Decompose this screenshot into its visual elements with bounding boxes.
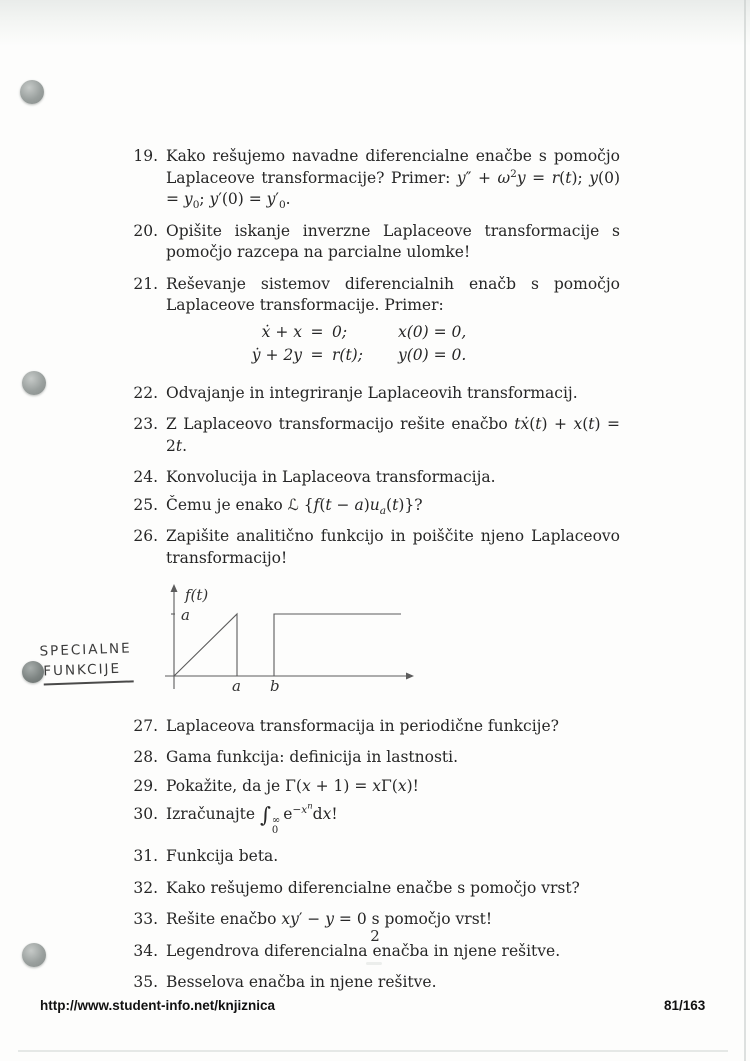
equation-block: [130, 321, 620, 367]
equals-sign: =: [310, 322, 324, 341]
equation-lhs: ẋ + x: [261, 322, 302, 341]
item-text: Izračunajte ∫ ∞ 0 $e^{-x^n}dx$!: [166, 800, 338, 836]
list-item-25: [130, 495, 620, 517]
item-text: Gama funkcija: definicija in lastnosti.: [166, 748, 459, 766]
item-number: 35.: [133, 973, 158, 991]
item-text: Opišite iskanje inverzne Laplaceove transformacije s pomočjo razcepa na parcialne ulomke!: [166, 221, 620, 261]
list-item-20: [130, 221, 620, 264]
item-number: 26.: [133, 527, 158, 545]
item-number: 32.: [133, 878, 158, 897]
scan-smudge: [366, 962, 382, 965]
item-text: Odvajanje in integriranje Laplaceovih transformacij.: [166, 383, 578, 402]
item-text: Rešite enačbo xy′ − y = 0 s pomočjo vrst!: [166, 910, 493, 928]
equation-rhs: 0;: [332, 322, 348, 341]
item-number: 34.: [133, 941, 158, 960]
item-text: Kako rešujemo diferencialne enačbe s pomočjo vrst?: [166, 878, 580, 897]
equation-lhs: ẏ + 2y: [251, 345, 302, 364]
item-text: Zapišite analitično funkcijo in poiščite njeno Laplaceovo transformacijo!: [166, 527, 620, 567]
item-number: 33.: [133, 910, 158, 928]
item-text: Laplaceova transformacija in periodične funkcije?: [166, 716, 559, 735]
function-plot-figure: [163, 583, 421, 697]
list-item-32: [130, 878, 620, 900]
figure-xtick-b-label: b: [270, 677, 280, 695]
list-item-22: [130, 383, 620, 405]
item-number: 22.: [133, 383, 158, 402]
item-text: Čemu je enako ℒ $\{f(t - a)u_a(t)\}$?: [166, 495, 423, 517]
item-number: 20.: [133, 221, 158, 240]
footer-page-count: 81/163: [664, 998, 706, 1013]
hole-punch: [22, 371, 46, 395]
item-text: Funkcija beta.: [166, 847, 279, 865]
item-number: 30.: [133, 805, 158, 823]
item-text: Z Laplaceovo transformacijo rešite enačbo tẋ(t) + x(t) = 2t.: [166, 415, 620, 455]
initial-condition: x(0) = 0,: [398, 322, 467, 341]
hole-punch: [22, 943, 46, 967]
list-item-35: [130, 972, 620, 994]
item-number: 21.: [133, 274, 158, 293]
figure-ytick-label: a: [181, 606, 190, 624]
list-item-24: [130, 467, 620, 489]
item-number: 28.: [133, 748, 158, 766]
footer-url: http://www.student-info.net/knjiznica: [40, 998, 275, 1013]
item-text: Besselova enačba in njene rešitve.: [166, 973, 437, 991]
scan-top-shadow: [0, 0, 750, 46]
item-number: 29.: [133, 776, 158, 795]
list-item-27: [130, 716, 620, 738]
equation-row: [250, 344, 620, 367]
list-item-23: [130, 414, 620, 457]
item-number: 27.: [133, 716, 158, 735]
question-list: [130, 146, 620, 1004]
page-number: 2: [370, 927, 380, 945]
item-number: 23.: [133, 415, 158, 433]
handwritten-note: [39, 638, 133, 685]
figure-ylabel: f(t): [185, 586, 209, 604]
scan-right-edge: [744, 0, 746, 1061]
step-segment: [274, 614, 401, 676]
figure-xtick-a-label: a: [232, 677, 241, 695]
item-text: Legendrova diferencialna enačba in njene rešitve.: [166, 941, 561, 960]
hole-punch: [20, 80, 44, 104]
list-item-28: [130, 747, 620, 769]
scan-bottom-edge: [18, 1050, 728, 1052]
item-text: Reševanje sistemov diferencialnih enačb s pomočjo Laplaceove transformacije. Primer:: [166, 274, 620, 314]
item-number: 19.: [133, 147, 158, 165]
handwritten-note-line2: FUNKCIJE: [43, 658, 134, 685]
y-axis-arrow: [171, 584, 178, 592]
list-item-19: [130, 146, 620, 211]
equals-sign: =: [310, 345, 324, 364]
item-number: 31.: [133, 847, 158, 865]
equation-rhs: r(t);: [332, 345, 363, 364]
item-number: 25.: [133, 495, 158, 514]
list-item-21: [130, 274, 620, 317]
equation-row: [250, 321, 620, 344]
x-axis-arrow: [406, 673, 414, 680]
item-text: Pokažite, da je Γ(x + 1) = xΓ(x)!: [166, 776, 419, 795]
list-item-30: [130, 800, 620, 836]
list-item-26: [130, 526, 620, 569]
handwritten-note-line1: SPECIALNE: [39, 640, 132, 660]
item-text: Konvolucija in Laplaceova transformacija.: [166, 468, 496, 486]
item-text: Kako rešujemo navadne diferencialne enačbe s pomočjo Laplaceove transformacije? Primer: $y'' + \omega^2y = r(t)$; $y(0) = y_0$; $y'(0) = y'_0$.: [166, 147, 620, 212]
list-item-29: [130, 776, 620, 798]
list-item-31: [130, 846, 620, 868]
item-number: 24.: [133, 468, 158, 486]
initial-condition: y(0) = 0.: [398, 345, 467, 364]
